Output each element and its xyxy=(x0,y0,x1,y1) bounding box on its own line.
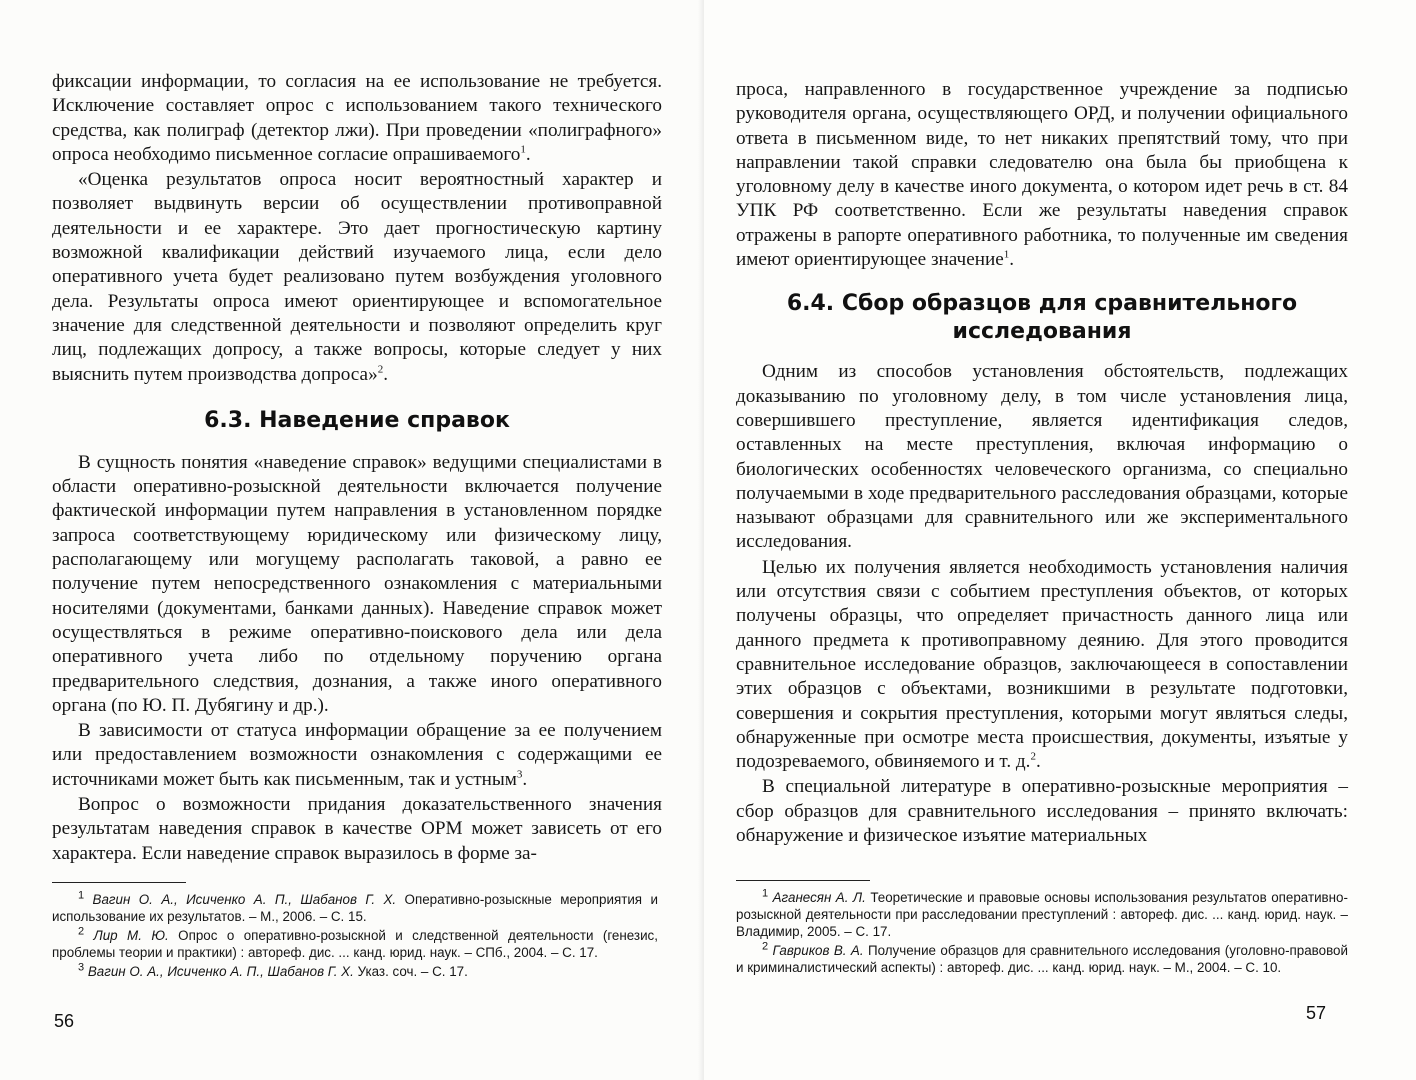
left-page xyxy=(0,0,704,1080)
right-paragraph: Одним из способов установления обстоятельств, подлежащих доказыванию по уголовному делу, в том числе установления лица, совершившего преступление, является идентификация следов, оставленных на месте преступления, включая информацию о биологических особенностях человеческого организма, со специально получаемыми в ходе предварительного расследования образцами, которые называют образцами для сравнительного или же экспериментального исследования. xyxy=(736,361,1348,553)
left-footnotes xyxy=(52,882,658,982)
left-paragraph: В зависимости от статуса информации обращение за ее получением или предоставлением возможности ознакомления с содержащими ее источниками может быть как письменным, так и устным$^3$. xyxy=(52,720,662,790)
footnote: $^2$ Гавриков В. А. Получение образцов для сравнительного исследования (уголовно-правовой и криминалистический аспекты) : автореф. дис. ... канд. юрид. наук. – М., 2004. – С. 10. xyxy=(736,940,1348,975)
right-paragraph: В специальной литературе в оперативно-розыскные мероприятия – сбор образцов для сравнительного исследования – принято включать: обнаружение и физическое изъятие материальных xyxy=(736,776,1348,847)
left-text-column xyxy=(52,70,662,866)
right-paragraph: проса, направленного в государственное учреждение за подписью руководителя органа, осуществляющего ОРД, и получении официального ответа в письменном виде, то нет никаких препятствий тому, что при направлении такой справки следователю она была бы приобщена к уголовному делу в качестве иного документа, о котором идет речь в ст. 84 УПК РФ соответственно. Если же результаты наведения справок отражены в рапорте оперативного работника, то полученные им сведения имеют ориентирующее значение$^1$. xyxy=(736,79,1348,271)
footnote-ref: 2 xyxy=(1030,750,1036,763)
footnote: $^1$ Аганесян А. Л. Теоретические и правовые основы использования результатов оперативно-розыскной деятельности при расследовании преступлений : автореф. дис. ... канд. юрид. наук. – Владимир, 2005. – С. 17. xyxy=(736,887,1348,939)
page-number: 56 xyxy=(54,1011,75,1031)
left-paragraph: «Оценка результатов опроса носит вероятностный характер и позволяет выдвинуть версии об осуществлении противоправной деятельности и ее характере. Это дает прогностическую картину возможной квалификации действий изучаемого лица, если дело оперативного учета будет реализовано путем возбуждения уголовного дела. Результаты опроса имеют ориентирующее и вспомогательное значение для следственной деятельности и позволяют определить круг лиц, подлежащих допросу, а также вопросы, которые следует у них выяснить путем производства допроса»$^2$. xyxy=(52,169,662,385)
footnote-ref: 2 xyxy=(377,363,384,376)
section-heading-6-4: 6.4. Сбор образцов для сравнительного исследования xyxy=(786,291,1298,345)
footnote: $^1$ Вагин О. А., Исиченко А. П., Шабанов Г. Х. Оперативно-розыскные мероприятия и использование их результатов. – М., 2006. – С. 15. xyxy=(52,889,658,924)
right-footnotes xyxy=(736,880,1348,978)
right-page xyxy=(704,0,1416,1080)
footnote: $^2$ Лир М. Ю. Опрос о оперативно-розыскной и следственной деятельности (генезис, проблемы теории и практики) : автореф. дис. ... канд. юрид. наук. – СПб., 2004. – С. 17. xyxy=(52,925,658,960)
footnote-divider xyxy=(736,880,870,881)
footnote-divider xyxy=(52,882,186,883)
left-paragraph: В сущность понятия «наведение справок» ведущими специалистами в области оперативно-розыскной деятельности включается получение фактической информации путем направления в установленном порядке запроса соответствующему юридическому или физическому лицу, располагающему или могущему располагать таковой, а равно ее получение путем непосредственного ознакомления с материальными носителями (документами, банками данных). Наведение справок может осуществляться в режиме оперативно-поискового дела или дела оперативного учета либо по отдельному поручению органа предварительного следствия, дознания, а также иного оперативного органа (по Ю. П. Дубягину и др.). xyxy=(52,451,662,716)
section-heading-6-3: 6.3. Наведение справок xyxy=(204,407,510,433)
footnote-ref: 1 xyxy=(1003,248,1010,261)
left-paragraph: фиксации информации, то согласия на ее использование не требуется. Исключение составляет опрос с использованием такого технического средства, как полиграф (детектор лжи). При проведении «полиграфного» опроса необходимо письменное согласие опрашиваемого$^1$. xyxy=(52,71,662,165)
page-number: 57 xyxy=(1306,1003,1327,1023)
footnote-ref: 1 xyxy=(520,143,526,156)
footnote-ref: 3 xyxy=(516,768,523,781)
right-paragraph: Целью их получения является необходимость установления наличия или отсутствия связи с событием преступления объектов, от которых получены образцы, что определяет причастность данного лица или данного предмета к противоправному деянию. Для этого проводится сравнительное исследование образцов, заключающееся в сопоставлении этих образцов с объектами, возникшими в результате подготовки, совершения и сокрытия преступления, которыми могут являться следы, обнаруженные при осмотре места происшествия, документы, изъятые у подозреваемого, обвиняемого и т. д.$^2$. xyxy=(736,556,1348,773)
footnote: $^3$ Вагин О. А., Исиченко А. П., Шабанов Г. Х. Указ. соч. – С. 17. xyxy=(78,961,468,979)
right-text-column xyxy=(736,78,1348,848)
left-paragraph: Вопрос о возможности придания доказательственного значения результатам наведения справок в качестве ОРМ может зависеть от его характера. Если наведение справок выразилось в форме за- xyxy=(52,794,662,864)
